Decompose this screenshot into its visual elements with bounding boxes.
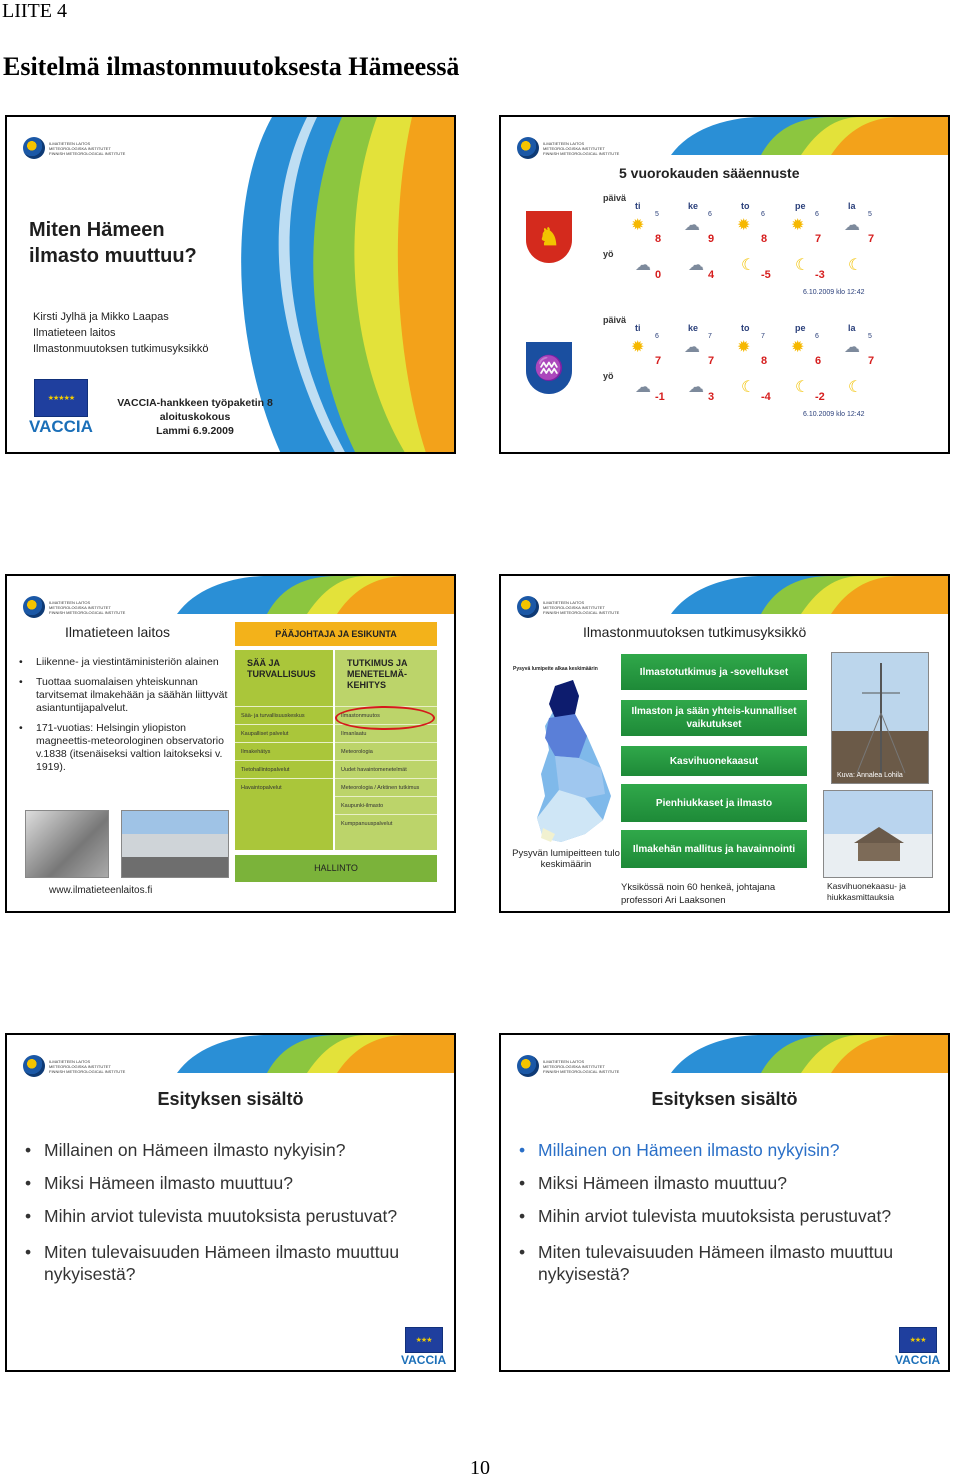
sun-icon: ✹ bbox=[631, 339, 645, 356]
fmi-logo: ILMATIETEEN LAITOS METEOROLOGISKA INSTITUTET FINNISH METEOROLOGICAL INSTITUTE bbox=[23, 594, 169, 620]
agenda-list bbox=[519, 1139, 949, 1299]
night-temperature: 0 bbox=[655, 269, 662, 281]
agenda-item: • Miksi Hämeen ilmasto muuttuu? bbox=[519, 1172, 949, 1194]
day-temperature: 7 bbox=[868, 233, 875, 245]
authors: Kirsti Jylhä ja Mikko Laapas Ilmatieteen laitos Ilmastonmuutoksen tutkimusyksikkö bbox=[33, 311, 209, 355]
agenda-list bbox=[25, 1139, 455, 1299]
forecast-weekday: pe bbox=[795, 201, 806, 211]
fmi-logo: ILMATIETEEN LAITOS METEOROLOGISKA INSTITUTET FINNISH METEOROLOGICAL INSTITUTE bbox=[517, 594, 663, 620]
project-info: VACCIA-hankkeen työpaketin 8 aloituskokous Lammi 6.9.2009 bbox=[117, 397, 273, 437]
appendix-label: LIITE 4 bbox=[2, 0, 67, 22]
agenda-item: • Millainen on Hämeen ilmasto nykyisin? bbox=[25, 1139, 455, 1161]
fmi-logo: ILMATIETEEN LAITOS METEOROLOGISKA INSTITUTET FINNISH METEOROLOGICAL INSTITUTE bbox=[23, 135, 169, 161]
highlight-ring bbox=[335, 706, 435, 730]
forecast-timestamp: 6.10.2009 klo 12:42 bbox=[803, 411, 865, 418]
cloud-icon: ☁ bbox=[635, 257, 651, 274]
map-caption: Pysyvän lumipeitteen tulo keskimäärin bbox=[512, 848, 620, 870]
moon-icon: ☾ bbox=[848, 379, 863, 396]
forecast-weekday: ti bbox=[635, 201, 641, 211]
research-area-box: Ilmaston ja sään yhteis-kunnalliset vaikutukset bbox=[621, 700, 807, 736]
forecast-weekday: la bbox=[848, 201, 856, 211]
cloud-icon: ☁ bbox=[635, 379, 651, 396]
wind-speed: 6 bbox=[761, 211, 765, 218]
day-temperature: 8 bbox=[761, 233, 768, 245]
wind-speed: 6 bbox=[815, 211, 819, 218]
wind-speed: 7 bbox=[708, 333, 712, 340]
agenda-item: • Mihin arviot tulevista muutoksista perustuvat? bbox=[519, 1205, 949, 1227]
wind-speed: 5 bbox=[868, 211, 872, 218]
day-temperature: 8 bbox=[655, 233, 662, 245]
moon-icon: ☾ bbox=[741, 257, 756, 274]
fmi-logo: ILMATIETEEN LAITOS METEOROLOGISKA INSTITUTET FINNISH METEOROLOGICAL INSTITUTE bbox=[517, 1053, 663, 1079]
sun-icon: ✹ bbox=[631, 217, 645, 234]
agenda-item: • Mihin arviot tulevista muutoksista perustuvat? bbox=[25, 1205, 455, 1227]
forecast-weekday: to bbox=[741, 323, 750, 333]
night-temperature: -2 bbox=[815, 391, 825, 403]
forecast-night-label: yö bbox=[603, 249, 614, 259]
fmi-logo: ILMATIETEEN LAITOS METEOROLOGISKA INSTITUTET FINNISH METEOROLOGICAL INSTITUTE bbox=[517, 135, 663, 161]
list-item: • Tuottaa suomalaisen yhteiskunnan tarvitsemat ilmakehään ja säähän liittyvät asiantuntijapalvelut. bbox=[19, 676, 234, 715]
org-bottom: HALLINTO bbox=[235, 855, 437, 882]
sun-icon: ✹ bbox=[737, 339, 751, 356]
forecast-weekday: pe bbox=[795, 323, 806, 333]
slide-heading: Ilmastonmuutoksen tutkimusyksikkö bbox=[583, 624, 807, 640]
bullet-list bbox=[19, 656, 234, 781]
day-temperature: 8 bbox=[761, 355, 768, 367]
website-link: www.ilmatieteenlaitos.fi bbox=[49, 885, 153, 896]
forecast-day-label: päivä bbox=[603, 315, 627, 325]
coat-of-arms-icon: ♞ bbox=[526, 211, 572, 263]
measurement-mast-photo bbox=[831, 652, 929, 784]
forecast-day-label: päivä bbox=[603, 193, 627, 203]
fmi-logo: ILMATIETEEN LAITOS METEOROLOGISKA INSTITUTET FINNISH METEOROLOGICAL INSTITUTE bbox=[23, 1053, 169, 1079]
day-temperature: 9 bbox=[708, 233, 715, 245]
research-area-box: Ilmakehän mallitus ja havainnointi bbox=[621, 830, 807, 868]
day-temperature: 7 bbox=[868, 355, 875, 367]
coat-of-arms-icon: ♒ bbox=[526, 342, 572, 394]
forecast-weekday: la bbox=[848, 323, 856, 333]
org-top: PÄÄJOHTAJA JA ESIKUNTA bbox=[235, 622, 437, 646]
cloud-icon: ☁ bbox=[684, 339, 700, 356]
page-number: 10 bbox=[470, 1457, 490, 1479]
wind-speed: 6 bbox=[708, 211, 712, 218]
agenda-item-active: • Millainen on Hämeen ilmasto nykyisin? bbox=[519, 1139, 949, 1161]
map-title: Pysyvä lumipeite alkaa keskimäärin bbox=[513, 666, 598, 672]
moon-icon: ☾ bbox=[795, 379, 810, 396]
wind-speed: 5 bbox=[868, 333, 872, 340]
photo-caption: Kasvihuonekaasu- ja hiukkasmittauksia bbox=[827, 881, 906, 902]
night-temperature: 3 bbox=[708, 391, 715, 403]
forecast-weekday: ke bbox=[688, 323, 699, 333]
org-column-right: TUTKIMUS JA MENETELMÄ-KEHITYS Ilmastonmuutos Ilmanlaatu Meteorologia Uudet havaintomenetelmät Meteorologia / Arktinen tutkimus Kaupunki-ilmasto Kumppanuuspalvelut bbox=[335, 650, 437, 850]
vaccia-logo: ★★★★★ VACCIA bbox=[29, 379, 93, 437]
slide-institute bbox=[5, 574, 456, 913]
forecast-weekday: ti bbox=[635, 323, 641, 333]
slide-forecast bbox=[499, 115, 950, 454]
slide-heading: Esityksen sisältö bbox=[651, 1089, 798, 1109]
research-area-box: Ilmastotutkimus ja -sovellukset bbox=[621, 654, 807, 690]
cloud-icon: ☁ bbox=[688, 257, 704, 274]
slide-agenda-highlighted bbox=[499, 1033, 950, 1372]
moon-icon: ☾ bbox=[848, 257, 863, 274]
moon-icon: ☾ bbox=[741, 379, 756, 396]
day-temperature: 7 bbox=[655, 355, 662, 367]
agenda-item: • Miksi Hämeen ilmasto muuttuu? bbox=[25, 1172, 455, 1194]
cloud-icon: ☁ bbox=[684, 217, 700, 234]
slide-heading: Esityksen sisältö bbox=[157, 1089, 304, 1109]
sun-icon: ✹ bbox=[791, 217, 805, 234]
org-chart bbox=[235, 622, 437, 882]
slide-heading: Ilmatieteen laitos bbox=[65, 624, 171, 640]
day-temperature: 7 bbox=[708, 355, 715, 367]
cloud-icon: ☁ bbox=[844, 217, 860, 234]
photo-credit: Kuva: Annalea Lohila bbox=[837, 772, 903, 779]
agenda-item: • Miten tulevaisuuden Hämeen ilmasto muuttuu nykyisestä? bbox=[519, 1241, 949, 1285]
cloud-icon: ☁ bbox=[688, 379, 704, 396]
finland-map bbox=[515, 678, 619, 848]
wind-speed: 7 bbox=[761, 333, 765, 340]
night-temperature: -3 bbox=[815, 269, 825, 281]
wind-speed: 5 bbox=[655, 211, 659, 218]
forecast-night-label: yö bbox=[603, 371, 614, 381]
slide-agenda bbox=[5, 1033, 456, 1372]
night-temperature: -4 bbox=[761, 391, 771, 403]
forecast-weekday: to bbox=[741, 201, 750, 211]
wind-speed: 6 bbox=[655, 333, 659, 340]
slide-research-unit bbox=[499, 574, 950, 913]
night-temperature: 4 bbox=[708, 269, 715, 281]
cloud-icon: ☁ bbox=[844, 339, 860, 356]
forecast-weekday: ke bbox=[688, 201, 699, 211]
night-temperature: -5 bbox=[761, 269, 771, 281]
sun-icon: ✹ bbox=[737, 217, 751, 234]
day-temperature: 7 bbox=[815, 233, 822, 245]
research-area-box: Kasvihuonekaasut bbox=[621, 746, 807, 776]
slide-title bbox=[5, 115, 456, 454]
moon-icon: ☾ bbox=[795, 257, 810, 274]
unit-description: Yksikössä noin 60 henkeä, johtajana professori Ari Laaksonen bbox=[621, 882, 776, 906]
list-item: • 171-vuotias: Helsingin yliopiston magneettis-meteorologinen observatorio v.1838 (itsenäiseksi valtion laitokseksi v. 1919). bbox=[19, 722, 234, 774]
list-item: • Liikenne- ja viestintäministeriön alainen bbox=[19, 656, 234, 669]
slide-heading: 5 vuorokauden sääennuste bbox=[619, 165, 800, 181]
day-temperature: 6 bbox=[815, 355, 822, 367]
forecast-timestamp: 6.10.2009 klo 12:42 bbox=[803, 289, 865, 296]
research-area-box: Pienhiukkaset ja ilmasto bbox=[621, 784, 807, 822]
org-column-left: SÄÄ JA TURVALLISUUS Sää- ja turvallisuuskeskus Kaupalliset palvelut Ilmakehätys Tietohallintopalvelut Havaintopalvelut bbox=[235, 650, 333, 850]
document-title: Esitelmä ilmastonmuutoksesta Hämeessä bbox=[3, 52, 460, 81]
night-temperature: -1 bbox=[655, 391, 665, 403]
vaccia-logo: ★★★ VACCIA bbox=[401, 1327, 446, 1367]
slide-heading: Miten Hämeen ilmasto muuttuu? bbox=[29, 219, 197, 267]
wind-speed: 6 bbox=[815, 333, 819, 340]
agenda-item: • Miten tulevaisuuden Hämeen ilmasto muuttuu nykyisestä? bbox=[25, 1241, 455, 1285]
vaccia-logo: ★★★ VACCIA bbox=[895, 1327, 940, 1367]
historical-photo bbox=[25, 810, 109, 878]
station-photo bbox=[823, 790, 933, 878]
sun-icon: ✹ bbox=[791, 339, 805, 356]
building-photo bbox=[121, 810, 229, 878]
